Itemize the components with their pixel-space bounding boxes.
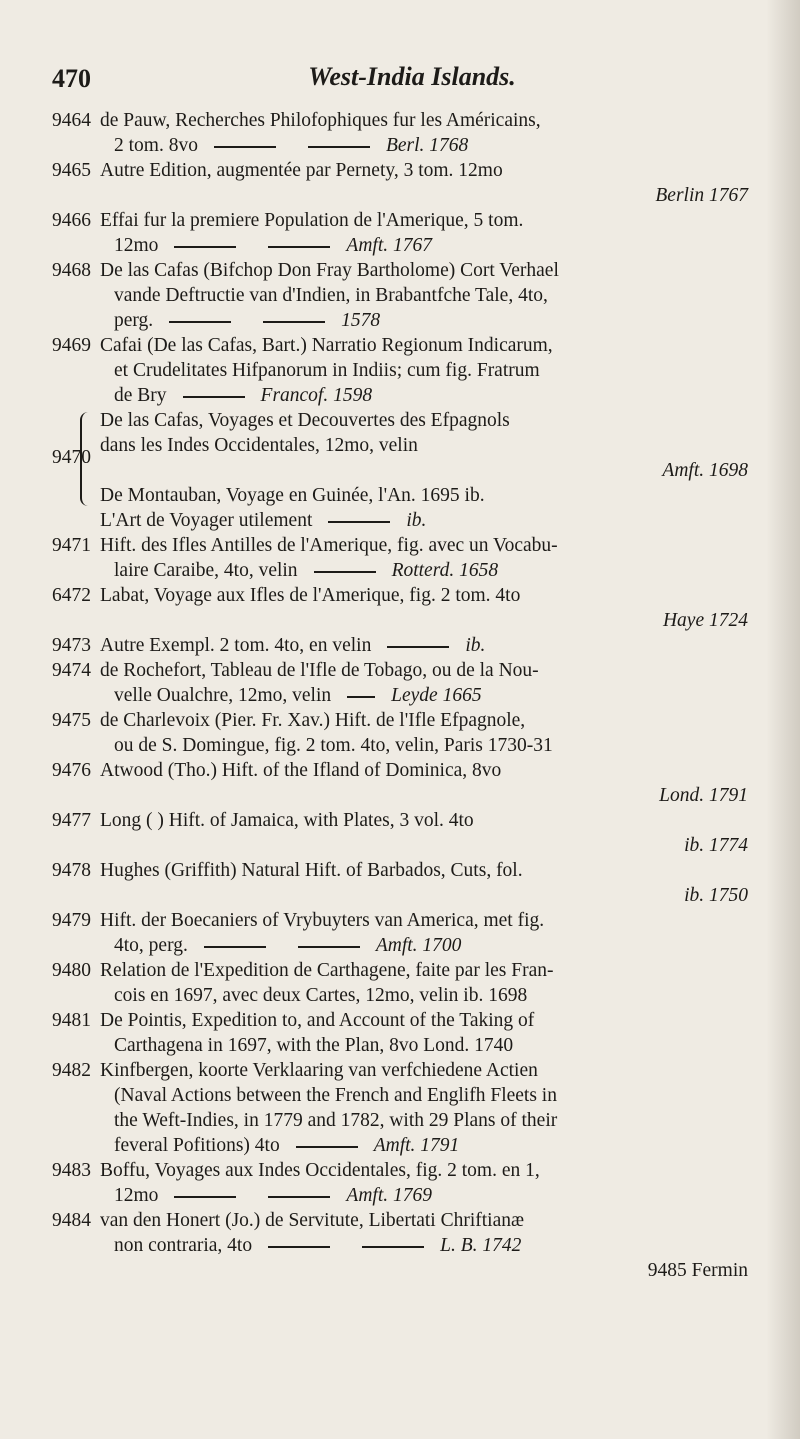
catalogue-entry [52, 1008, 772, 1058]
dash-rule [214, 146, 276, 148]
entry-text: dans les Indes Occidentales, 12mo, velin [100, 435, 418, 456]
entry-text: laire Caraibe, 4to, velin [114, 560, 298, 581]
catalogue-entry [52, 208, 772, 258]
catalogue-entry [52, 158, 772, 208]
entry-text: Kinfbergen, koorte Verklaaring van verfchiedene Actien [100, 1060, 538, 1081]
dash-rule [169, 321, 231, 323]
entry-number: 9476 [52, 760, 91, 781]
catalogue-entry [52, 958, 772, 1008]
dash-rule [387, 646, 449, 648]
entry-imprint: L. B. 1742 [440, 1235, 522, 1256]
entry-imprint: Amft. 1767 [346, 235, 433, 256]
entry-number: 9469 [52, 335, 91, 356]
entry-text: de Pauw, Recherches Philofophiques fur les Américains, [100, 110, 541, 131]
entry-number: 9482 [52, 1060, 91, 1081]
entry-text: feveral Pofitions) 4to [114, 1135, 280, 1156]
entry-text: vande Deftructie van d'Indien, in Brabantfche Tale, 4to, [114, 285, 548, 306]
entry-imprint: Haye 1724 [662, 610, 748, 631]
dash-rule [263, 321, 325, 323]
catchword: 9485 Fermin [647, 1260, 748, 1281]
entry-text: de Bry [114, 385, 167, 406]
entry-number: 9481 [52, 1010, 91, 1031]
catalogue-entries [52, 108, 772, 1283]
entry-text: Effai fur la premiere Population de l'Amerique, 5 tom. [100, 210, 524, 231]
catalogue-entry [52, 1058, 772, 1158]
entry-imprint: Amft. 1769 [346, 1185, 433, 1206]
entry-number: 6472 [52, 585, 91, 606]
dash-rule [314, 571, 376, 573]
entry-imprint: Leyde 1665 [391, 685, 482, 706]
entry-text: Relation de l'Expedition de Carthagene, faite par les Fran- [100, 960, 554, 981]
catalogue-entry [52, 108, 772, 158]
entry-text: De Pointis, Expedition to, and Account of the Taking of [100, 1010, 535, 1031]
dash-rule [298, 946, 360, 948]
catalogue-entry [52, 708, 772, 758]
entry-number: 9473 [52, 635, 91, 656]
entry-text: De las Cafas (Bifchop Don Fray Bartholome) Cort Verhael [100, 260, 559, 281]
entry-imprint: Berlin 1767 [655, 185, 748, 206]
entry-text: non contraria, 4to [114, 1235, 253, 1256]
catalogue-entry [52, 258, 772, 333]
entry-text: De las Cafas, Voyages et Decouvertes des Efpagnols [100, 410, 510, 431]
entry-number: 9477 [52, 810, 91, 831]
entry-text: Atwood (Tho.) Hift. of the Ifland of Dominica, 8vo [100, 760, 502, 781]
entry-imprint: ib. [465, 635, 486, 656]
entry-number: 9484 [52, 1210, 91, 1231]
grouping-brace [80, 412, 92, 506]
entry-imprint: Amft. 1791 [373, 1135, 460, 1156]
entry-text: cois en 1697, avec deux Cartes, 12mo, velin ib. 1698 [114, 985, 528, 1006]
page-header [52, 58, 772, 98]
catalogue-entry-group [52, 408, 772, 533]
catalogue-entry [52, 1158, 772, 1208]
entry-imprint: 1578 [341, 310, 381, 331]
entry-text: Labat, Voyage aux Ifles de l'Amerique, fig. 2 tom. 4to [100, 585, 521, 606]
catalogue-entry [52, 533, 772, 583]
catalogue-entry [52, 583, 772, 633]
entry-number: 9479 [52, 910, 91, 931]
entry-text: de Charlevoix (Pier. Fr. Xav.) Hift. de l'Ifle Efpagnole, [100, 710, 526, 731]
entry-text: Hift. des Ifles Antilles de l'Amerique, fig. avec un Vocabu- [100, 535, 558, 556]
entry-imprint: Francof. 1598 [260, 385, 373, 406]
entry-text: velle Oualchre, 12mo, velin [114, 685, 332, 706]
dash-rule [174, 1196, 236, 1198]
entry-text: ou de S. Domingue, fig. 2 tom. 4to, velin, Paris 1730-31 [114, 735, 553, 756]
entry-number: 9474 [52, 660, 91, 681]
dash-rule [268, 1246, 330, 1248]
dash-rule [296, 1146, 358, 1148]
entry-number: 9483 [52, 1160, 91, 1181]
dash-rule [308, 146, 370, 148]
entry-text: et Crudelitates Hifpanorum in Indiis; cum fig. Fratrum [114, 360, 540, 381]
dash-rule [328, 521, 390, 523]
entry-text: De Montauban, Voyage en Guinée, l'An. 1695 ib. [100, 485, 485, 506]
entry-number: 9466 [52, 210, 91, 231]
entry-text: Hughes (Griffith) Natural Hift. of Barbados, Cuts, fol. [100, 860, 523, 881]
entry-text: Hift. der Boecaniers of Vrybuyters van America, met fig. [100, 910, 545, 931]
catalogue-entry [52, 908, 772, 958]
entry-number: 9471 [52, 535, 91, 556]
entry-text: Boffu, Voyages aux Indes Occidentales, fig. 2 tom. en 1, [100, 1160, 540, 1181]
dash-rule [183, 396, 245, 398]
entry-text: Long ( ) Hift. of Jamaica, with Plates, 3 vol. 4to [100, 810, 474, 831]
dash-rule [174, 246, 236, 248]
entry-text: 4to, perg. [114, 935, 188, 956]
catalogue-entry [52, 658, 772, 708]
entry-text: Autre Exempl. 2 tom. 4to, en velin [100, 635, 372, 656]
entry-text: perg. [114, 310, 154, 331]
entry-imprint: Lond. 1791 [659, 785, 748, 806]
dash-rule [268, 246, 330, 248]
entry-number: 9465 [52, 160, 91, 181]
page-number: 470 [52, 64, 91, 93]
dash-rule [268, 1196, 330, 1198]
entry-text: Cafai (De las Cafas, Bart.) Narratio Regionum Indicarum, [100, 335, 553, 356]
entry-text: de Rochefort, Tableau de l'Ifle de Tobago, ou de la Nou- [100, 660, 539, 681]
catalogue-entry [52, 858, 772, 908]
entry-text: van den Honert (Jo.) de Servitute, Libertati Chriftianæ [100, 1210, 525, 1231]
entry-number: 9478 [52, 860, 91, 881]
dash-rule [204, 946, 266, 948]
entry-imprint: ib. 1774 [684, 835, 748, 856]
entry-text: 12mo [114, 1185, 159, 1206]
entry-number: 9480 [52, 960, 91, 981]
catalogue-entry [52, 1208, 772, 1258]
entry-imprint: Rotterd. 1658 [391, 560, 499, 581]
entry-text: L'Art de Voyager utilement [100, 510, 313, 531]
entry-text: the Weft-Indies, in 1779 and 1782, with 29 Plans of their [114, 1110, 558, 1131]
entry-text: 12mo [114, 235, 159, 256]
entry-imprint: ib. [406, 510, 427, 531]
catalogue-entry [52, 758, 772, 808]
entry-number: 9475 [52, 710, 91, 731]
entry-imprint: Amft. 1700 [375, 935, 462, 956]
entry-text: (Naval Actions between the French and Englifh Fleets in [114, 1085, 557, 1106]
entry-number: 9464 [52, 110, 91, 131]
entry-imprint: Berl. 1768 [385, 135, 469, 156]
entry-text: 2 tom. 8vo [114, 135, 198, 156]
running-title: West-India Islands. [308, 62, 516, 91]
entry-number: 9468 [52, 260, 91, 281]
entry-number: 9470 [52, 447, 91, 468]
catalogue-entry [52, 333, 772, 408]
dash-rule [362, 1246, 424, 1248]
entry-text: Carthagena in 1697, with the Plan, 8vo Lond. 1740 [114, 1035, 514, 1056]
catalogue-entry [52, 808, 772, 858]
dash-rule [347, 696, 375, 698]
entry-imprint: Amft. 1698 [662, 460, 748, 481]
entry-text: Autre Edition, augmentée par Pernety, 3 tom. 12mo [100, 160, 503, 181]
entry-imprint: ib. 1750 [684, 885, 748, 906]
catalogue-entry [52, 633, 772, 658]
